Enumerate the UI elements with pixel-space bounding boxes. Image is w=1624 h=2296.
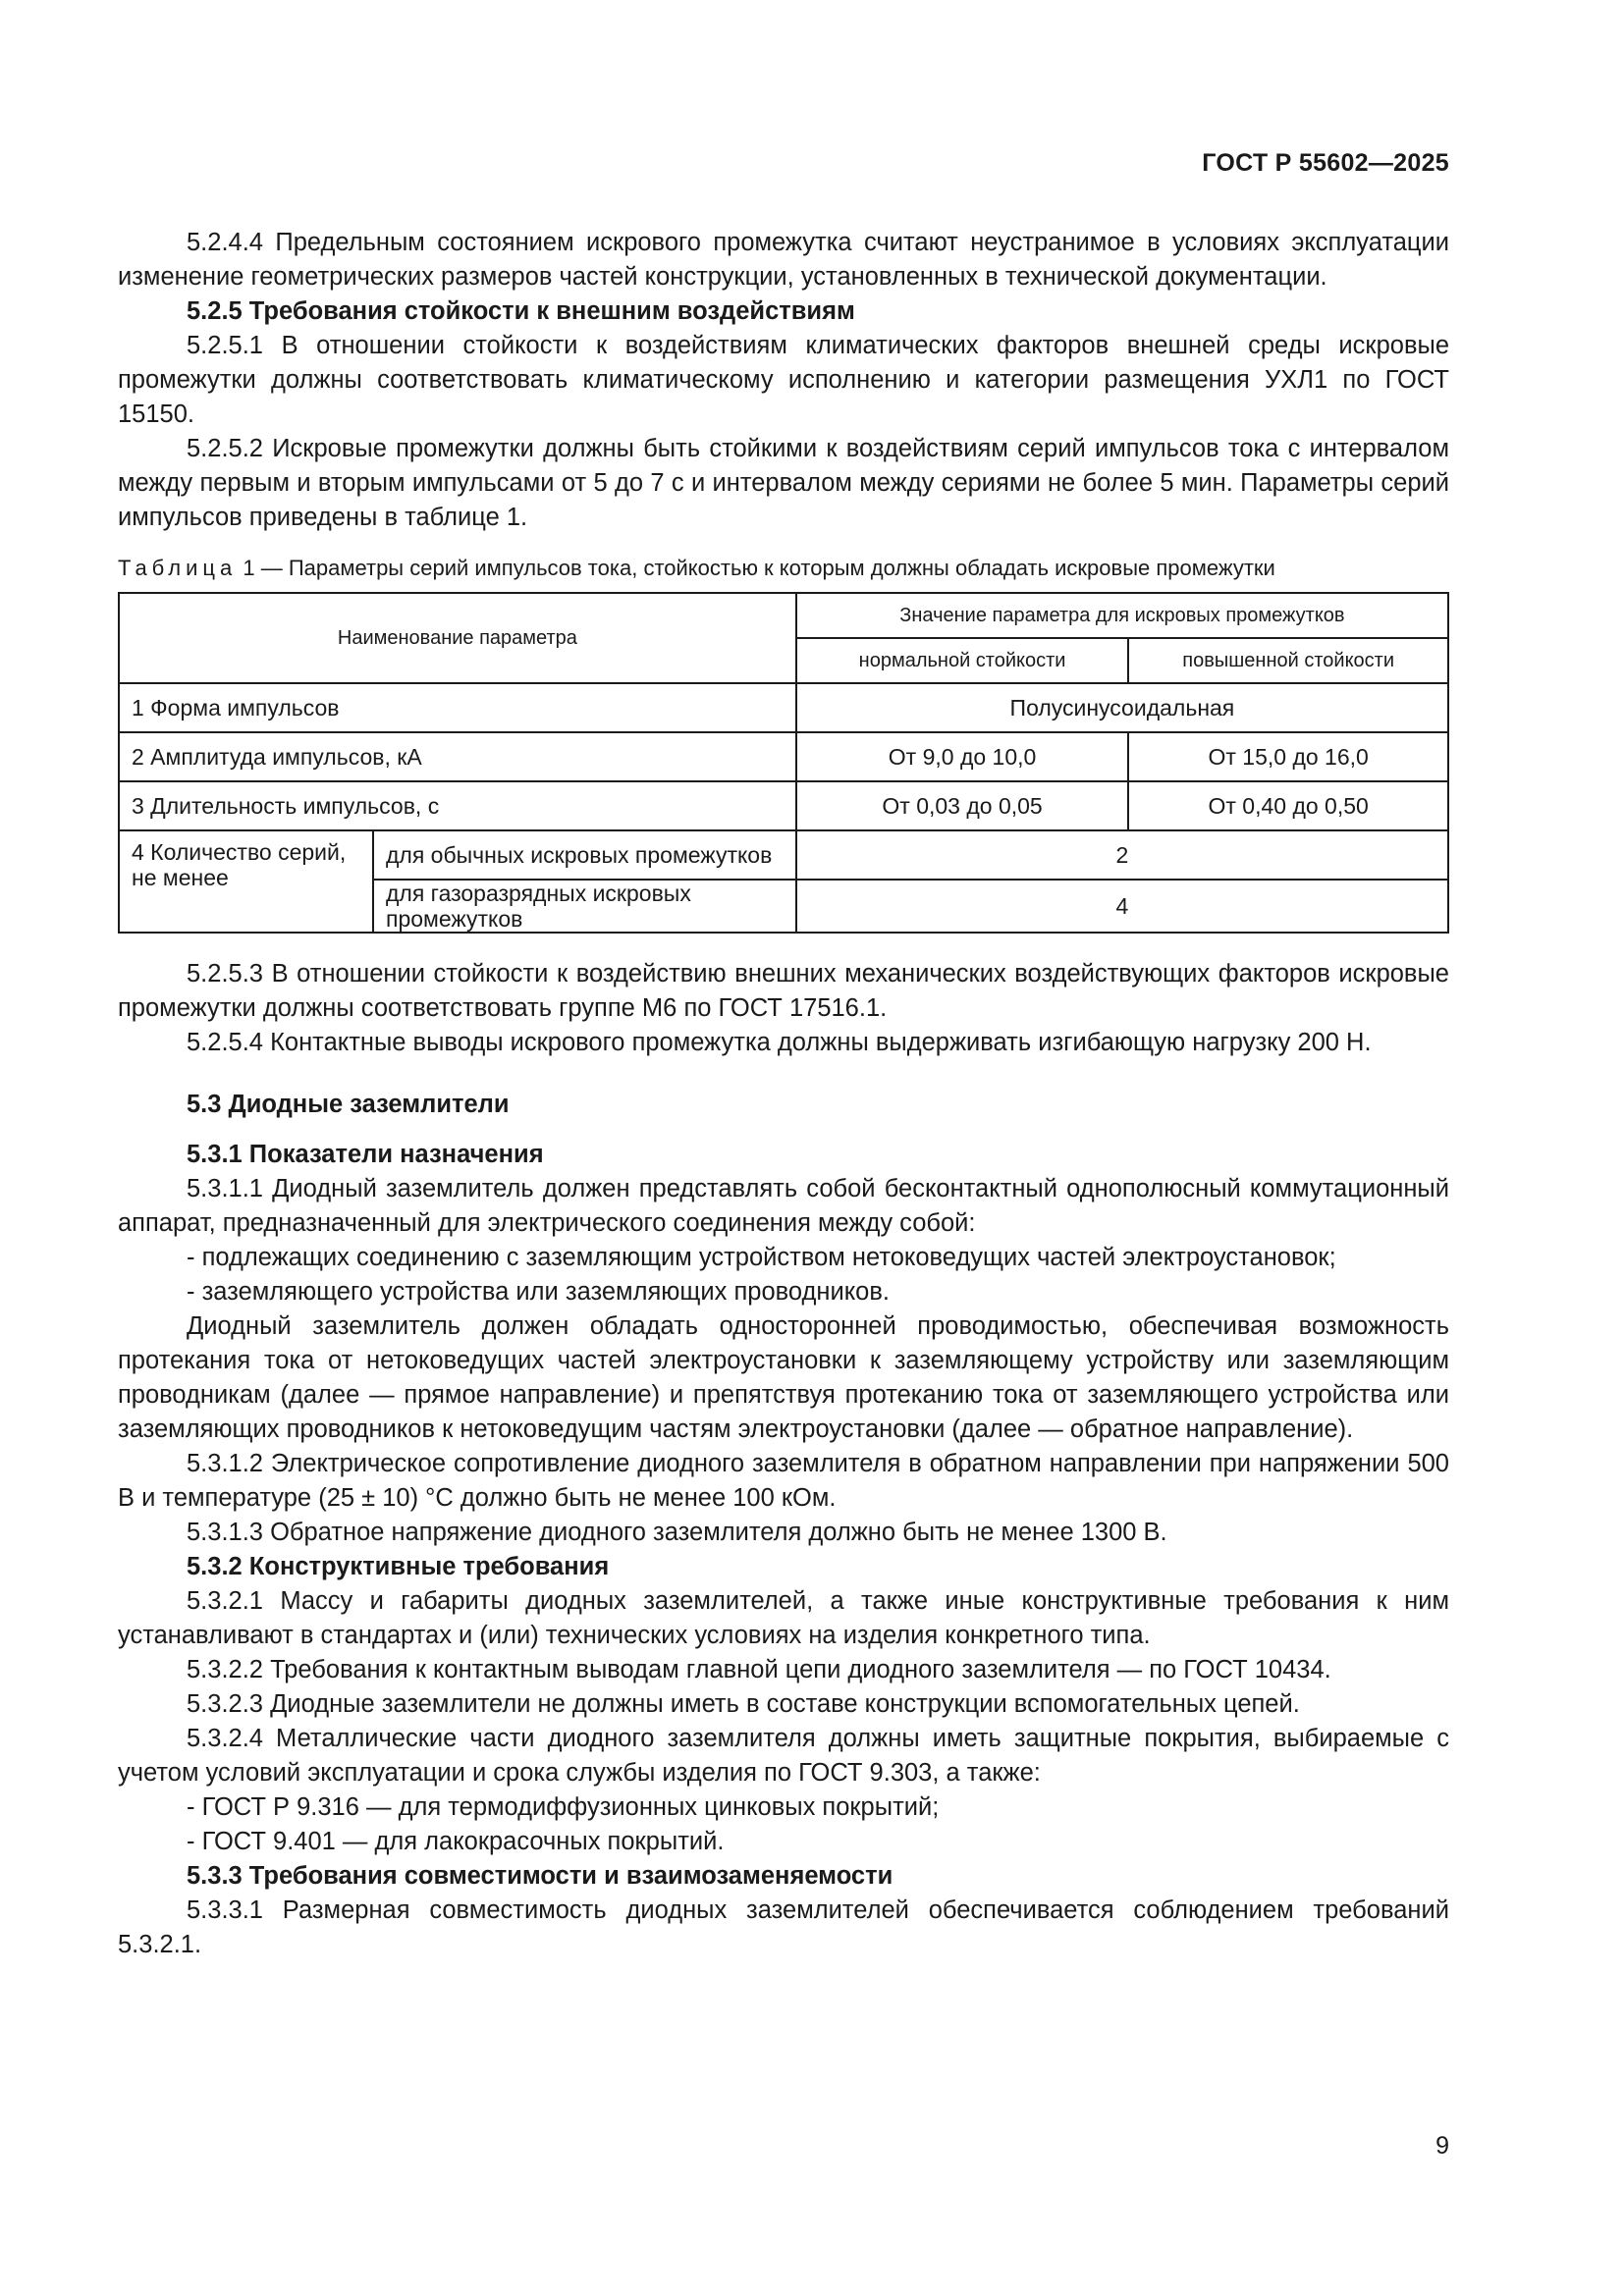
- header-normal-resistance: нормальной стойкости: [796, 638, 1129, 683]
- row-high-value: От 15,0 до 16,0: [1128, 732, 1448, 781]
- paragraph-5-3-2-2: 5.3.2.2 Требования к контактным выводам главной цепи диодного заземлителя — по ГОСТ 10434.: [187, 1656, 1331, 1683]
- table-caption-text: 1 — Параметры серий импульсов тока, стойкостью к которым должны обладать искровые промежутки: [237, 556, 1275, 580]
- heading-5-3: 5.3 Диодные заземлители: [187, 1091, 510, 1118]
- heading-5-3-1: 5.3.1 Показатели назначения: [187, 1141, 544, 1168]
- row-sub-name: для газоразрядных искровых промежутков: [373, 880, 796, 933]
- paragraph-5-3-2-3: 5.3.2.3 Диодные заземлители не должны иметь в составе конструкции вспомогательных цепей.: [187, 1690, 1300, 1718]
- row-name: 4 Количество серий, не менее: [119, 830, 373, 933]
- page-number: 9: [1435, 2132, 1449, 2160]
- list-item: - заземляющего устройства или заземляющих проводников.: [187, 1278, 890, 1306]
- header-high-resistance: повышенной стойкости: [1128, 638, 1448, 683]
- paragraph-5-3-1-1: 5.3.1.1 Диодный заземлитель должен представлять собой бесконтактный однополюсный коммутационный аппарат, предназначенный для электрического соединения между собой:: [118, 1175, 1449, 1237]
- row-sub-name: для обычных искровых промежутков: [373, 830, 796, 880]
- paragraph-5-3-1-3: 5.3.1.3 Обратное напряжение диодного заземлителя должно быть не менее 1300 В.: [187, 1519, 1167, 1546]
- table-caption: [118, 555, 1449, 582]
- impulse-parameters-table: [118, 592, 1449, 934]
- row-normal-value: От 9,0 до 10,0: [796, 732, 1129, 781]
- paragraph-5-3-1-1-continued: Диодный заземлитель должен обладать односторонней проводимостью, обеспечивая возможность протекания тока от нетоковедущих частей электроустановки к заземляющему устройству или заземляющим проводникам (далее — прямое направление) и препятствуя протеканию тока от заземляющего устройства или заземляющих проводников к нетоковедущим частям электроустановки (далее — обратное направление).: [118, 1312, 1449, 1443]
- table-row: [119, 683, 1448, 732]
- paragraph-5-3-2-1: 5.3.2.1 Массу и габариты диодных заземлителей, а также иные конструктивные требования к ним устанавливают в стандартах и (или) технических условиях на изделия конкретного типа.: [118, 1587, 1449, 1649]
- heading-5-3-2: 5.3.2 Конструктивные требования: [187, 1553, 610, 1580]
- row-high-value: От 0,40 до 0,50: [1128, 781, 1448, 830]
- paragraph-5-3-2-4: 5.3.2.4 Металлические части диодного заземлителя должны иметь защитные покрытия, выбираемые с учетом условий эксплуатации и срока службы изделия по ГОСТ 9.303, а также:: [118, 1725, 1449, 1787]
- row-name: 2 Амплитуда импульсов, кА: [119, 732, 796, 781]
- document-body: [118, 226, 1449, 1962]
- paragraph-5-2-5-3: 5.2.5.3 В отношении стойкости к воздействию внешних механических воздействующих факторов искровые промежутки должны соответствовать группе М6 по ГОСТ 17516.1.: [118, 960, 1449, 1022]
- table-header-row: [119, 593, 1448, 638]
- row-normal-value: От 0,03 до 0,05: [796, 781, 1129, 830]
- paragraph-5-2-5-2: 5.2.5.2 Искровые промежутки должны быть стойкими к воздействиям серий импульсов тока с интервалом между первым и вторым импульсами от 5 до 7 с и интервалом между сериями не более 5 мин. Параметры серий импульсов приведены в таблице 1.: [118, 435, 1449, 531]
- table-row: [119, 732, 1448, 781]
- paragraph-5-3-3-1: 5.3.3.1 Размерная совместимость диодных заземлителей обеспечивается соблюдением требований 5.3.2.1.: [118, 1896, 1449, 1958]
- list-item: - ГОСТ 9.401 — для лакокрасочных покрытий.: [187, 1828, 725, 1855]
- header-value-group: Значение параметра для искровых промежутков: [796, 593, 1448, 638]
- paragraph-5-2-4-4: 5.2.4.4 Предельным состоянием искрового промежутка считают неустранимое в условиях эксплуатации изменение геометрических размеров частей конструкции, установленных в технической документации.: [118, 229, 1449, 291]
- heading-5-3-3: 5.3.3 Требования совместимости и взаимозаменяемости: [187, 1862, 893, 1890]
- paragraph-5-2-5-4: 5.2.5.4 Контактные выводы искрового промежутка должны выдерживать изгибающую нагрузку 200 Н.: [187, 1029, 1372, 1056]
- standard-header: ГОСТ Р 55602—2025: [1202, 149, 1449, 177]
- row-name: 1 Форма импульсов: [119, 683, 796, 732]
- paragraph-5-2-5-1: 5.2.5.1 В отношении стойкости к воздействиям климатических факторов внешней среды искровые промежутки должны соответствовать климатическому исполнению и категории размещения УХЛ1 по ГОСТ 15150.: [118, 332, 1449, 428]
- heading-5-2-5: 5.2.5 Требования стойкости к внешним воздействиям: [187, 297, 855, 325]
- list-item: - ГОСТ Р 9.316 — для термодиффузионных цинковых покрытий;: [187, 1793, 940, 1821]
- table-caption-label: Таблица: [118, 556, 238, 580]
- row-merged-value: 4: [796, 880, 1448, 933]
- table-row: [119, 830, 1448, 880]
- list-item: - подлежащих соединению с заземляющим устройством нетоковедущих частей электроустановок;: [187, 1244, 1336, 1271]
- table-row: [119, 781, 1448, 830]
- row-name: 3 Длительность импульсов, с: [119, 781, 796, 830]
- paragraph-5-3-1-2: 5.3.1.2 Электрическое сопротивление диодного заземлителя в обратном направлении при напряжении 500 В и температуре (25 ± 10) °С должно быть не менее 100 кОм.: [118, 1450, 1449, 1512]
- header-parameter-name: Наименование параметра: [119, 593, 796, 683]
- row-merged-value: 2: [796, 830, 1448, 880]
- row-merged-value: Полусинусоидальная: [796, 683, 1448, 732]
